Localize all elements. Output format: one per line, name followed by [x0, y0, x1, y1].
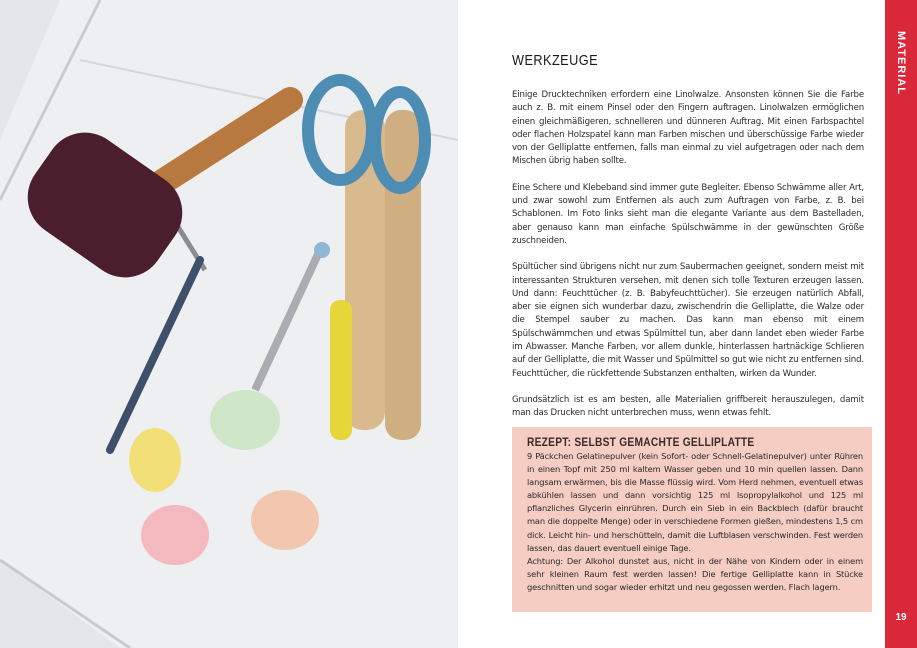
- main-text: [512, 52, 864, 434]
- paragraph: Einige Drucktechniken erfordern eine Linolwalze. Ansonsten können Sie die Farbe auch z. B. mit einem Pinsel oder den Fingern auftragen. Linolwalzen ermöglichen einen gleichmäßigeren, schnelleren und dünneren Auftrag. Mit einen Farbspachtel oder flachen Holzspatel kann man Farben mischen und überschüssige Farbe wieder von der Gelliplatte entfernen, falls man einmal zu viel aufgetragen oder nach dem Mischen übrig haben sollte.: [512, 90, 864, 167]
- paragraph: Grundsätzlich ist es am besten, alle Materialien griffbereit herauszulegen, damit man das Drucken nicht unterbrechen muss, wenn etwas fehlt.: [512, 394, 864, 419]
- page-number: 19: [895, 612, 907, 623]
- recipe-title: REZEPT: SELBST GEMACHTE GELLIPLATTE: [527, 435, 755, 449]
- page-heading: WERKZEUGE: [512, 52, 599, 69]
- paragraph: Spültücher sind übrigens nicht nur zum Saubermachen geeignet, sondern meist mit interessanten Strukturen versehen, mit denen sich tolle Texturen erzeugen lassen. Und dann: Feuchttücher (z. B. Babyfeuchttücher). Sie erzeugen natürlich Abfall, aber sie eignen sich wunderbar dazu, zwischendrin die Gelliplatte, die Walze oder die Stempel sauber zu machen. Das kann man ebenso mit einem Spülschwämmchen und etwas Spülmittel tun, aber dann landet eben wieder Farbe im Abwasser. Manche Farben, vor allem dunkle, hinterlassen hartnäckige Schlieren auf der Gelliplatte, die mit Wasser und Spülmittel so gut wie nicht zu entfernen sind. Feuchttücher, die rückfettende Substanzen enthalten, wirken da Wunder.: [512, 262, 864, 379]
- section-tab: [885, 0, 917, 648]
- paragraph: Eine Schere und Klebeband sind immer gute Begleiter. Ebenso Schwämme aller Art, und zwar sowohl zum Entfernen als auch zum Auftragen von Farbe, z. B. bei Schablonen. Im Foto links sieht man die elegante Variante aus dem Bastelladen, aber genauso kann man einfache Spülschwämme in der gewünschten Größe zuschneiden.: [512, 182, 864, 246]
- recipe-warning: Achtung: Der Alkohol dunstet aus, nicht in der Nähe von Kindern oder in einem sehr kleinen Raum fest werden lassen! Die fertige Gelliplatte kann in Stücke geschnitten und sogar wieder erhitzt und neu gegossen werden. Flach lagern.: [527, 555, 863, 592]
- tools-photo: [0, 0, 458, 648]
- recipe-body: 9 Päckchen Gelatinepulver (kein Sofort- oder Schnell-Gelatinepulver) unter Rühren in einen Topf mit 250 ml kaltem Wasser geben und 10 min quellen lassen. Dann langsam erwärmen, bis die Masse flüssig wird. Vom Herd nehmen, eventuell etwas abkühlen lassen und dann vorsichtig 125 ml Isopropylalkohol und 125 ml pflanzliches Glycerin einrühren. Durch ein Sieb in ein Backblech (dafür braucht man die doppelte Menge) oder in verschiedene Formen gießen, mindestens 1,5 cm dick. Leicht hin- und herschütteln, damit die Luftblasen verschwinden. Fest werden lassen, das dauert eventuell einige Tage.: [527, 451, 863, 553]
- section-tab-label: MATERIAL: [895, 31, 907, 96]
- recipe-box: [512, 427, 872, 612]
